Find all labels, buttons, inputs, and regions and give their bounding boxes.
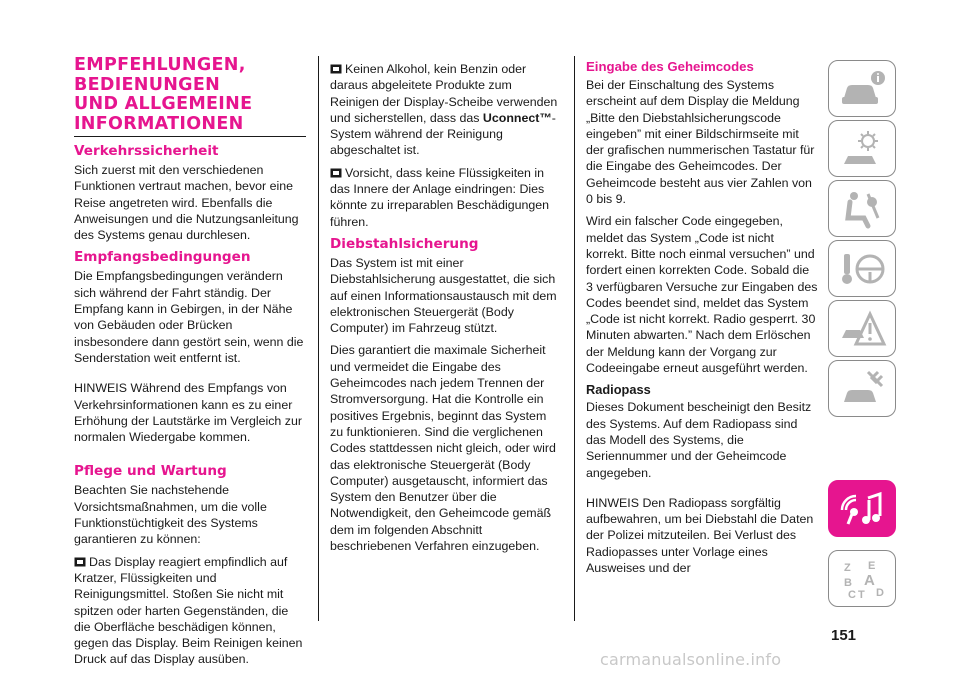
column-middle xyxy=(330,61,562,560)
heading-geheimcode: Eingabe des Geheimcodes xyxy=(586,59,754,74)
bullet-item-display: Das Display reagiert empfindlich auf Kratzer, Flüssigkeiten und Reinigungsmittel. Stoßen Sie nicht mit spitzen oder harten Gegenständen, die die Oberfläche beschädigen können, gegen das Display. Beim Reinigen keinen Druck auf das Display ausüben. xyxy=(74,554,303,667)
heading-pflege-wartung: Pflege und Wartung xyxy=(74,463,227,480)
paragraph-verkehrssicherheit: Sich zuerst mit den verschiedenen Funktionen vertraut machen, bevor eine Reise angetreten wird. Ebenfalls die Anweisungen und die Nutzungsanleitung des Systems genau durchlesen. xyxy=(74,163,299,243)
car-info-icon xyxy=(838,68,888,110)
tab-multimedia[interactable] xyxy=(828,480,896,537)
bullet-square-icon xyxy=(330,64,342,74)
seat-airbag-icon xyxy=(838,188,888,230)
column-right xyxy=(586,58,818,582)
tab-vehicle-info[interactable] xyxy=(828,60,896,117)
column-divider xyxy=(318,56,319,621)
tab-safety[interactable] xyxy=(828,180,896,237)
paragraph-empfangsbedingungen: Die Empfangsbedingungen verändern sich während der Fahrt ständig. Der Empfang kann in Gebirgen, in der Nähe von Gebäuden oder Brücken insbesondere dann gestört sein, wenn die Senderstation weit entfernt ist. xyxy=(74,269,304,365)
column-left xyxy=(74,56,306,674)
tools-car-icon xyxy=(838,368,888,410)
index-letter: D xyxy=(876,587,884,599)
multimedia-icon xyxy=(838,488,888,530)
warning-triangle-icon xyxy=(838,308,888,350)
page-title: EMPFEHLUNGEN, BEDIENUNGEN UND ALLGEMEINE INFORMATIONEN xyxy=(74,56,306,137)
index-letter: E xyxy=(868,560,876,572)
index-letter: B xyxy=(844,577,852,589)
tab-maintenance[interactable] xyxy=(828,360,896,417)
bullet-item-fluessigkeiten: Vorsicht, dass keine Flüssigkeiten in das Innere der Anlage eindringen: Dies könnte zu irreparablen Beschädigungen führen. xyxy=(330,165,550,229)
bullet-item-alkohol: Keinen Alkohol, kein Benzin oder daraus abgeleitete Produkte zum Reinigen der Display-Scheibe verwenden und sicherstellen, dass das Uconnect™-System während der Reinigung abgeschaltet ist. xyxy=(330,62,558,158)
heading-diebstahlsicherung: Diebstahlsicherung xyxy=(330,235,479,252)
note-radiopass: HINWEIS Den Radiopass sorgfältig aufbewahren, um bei Diebstahl die Daten der Polizei mitzuteilen. Bei Verlust des Radiopasses unter Vorlage eines Ausweises und der xyxy=(586,495,814,576)
heading-empfangsbedingungen: Empfangsbedingungen xyxy=(74,249,251,266)
key-steering-wheel-icon xyxy=(838,248,888,290)
index-letter: C xyxy=(848,589,856,600)
tab-index[interactable] xyxy=(828,550,896,607)
paragraph-diebstahl-1: Das System ist mit einer Diebstahlsicherung ausgestattet, die sich auf einen Informationsaustausch mit dem elektronischen Steuergerät (Body Computer) im Fahrzeug stützt. xyxy=(330,255,557,336)
tab-starting-driving[interactable] xyxy=(828,240,896,297)
index-letters-icon xyxy=(838,558,888,600)
paragraph-pflege-wartung: Beachten Sie nachstehende Vorsichtsmaßnahmen, um die volle Funktionstüchtigkeit des Systems garantieren zu können: xyxy=(74,483,267,547)
paragraph-diebstahl-2: Dies garantiert die maximale Sicherheit und vermeidet die Eingabe des Geheimcodes nach jedem Trennen der Stromversorgung. Hat die Kontrolle ein positives Ergebnis, beginnt das System zu funktionieren. Sind die verglichenen Codes stattdessen nicht gleich, oder wird das elektronische Steuergerät (Body Computer) ausgetauscht, informiert das System den Benutzer über die Notwendigkeit, den Geheimcode gemäß dem im folgenden Abschnitt beschriebenen Verfahren einzugeben. xyxy=(330,343,556,554)
index-letter: A xyxy=(864,572,875,589)
index-letter: Z xyxy=(844,562,851,574)
dashboard-lights-icon xyxy=(838,128,888,170)
column-divider xyxy=(574,56,575,621)
paragraph-geheimcode-2: Wird ein falscher Code eingegeben, meldet das System „Code ist nicht korrekt. Bitte noch einmal versuchen” und fordert einen korrekten Code. Sobald die 3 verfügbaren Versuche zur Eingaben des Codes beendet sind, meldet das System „Code ist nicht korrekt. Radio gesperrt. 30 Minuten abwarten.” Nach dem Erlöschen der Meldung kann der Vorgang zur Codeeingabe erneut ausgeführt werden. xyxy=(586,214,818,376)
tab-dashboard-lights[interactable] xyxy=(828,120,896,177)
watermark: carmanualsonline.info xyxy=(600,650,782,669)
bullet-square-icon xyxy=(74,557,86,567)
heading-verkehrssicherheit: Verkehrssicherheit xyxy=(74,143,219,159)
page-number: 151 xyxy=(831,627,857,644)
note-empfang: HINWEIS Während des Empfangs von Verkehrsinformationen kann es zu einer Erhöhung der Lautstärke im Vergleich zur normalen Wiedergabe kommen. xyxy=(74,381,302,445)
tab-emergency[interactable] xyxy=(828,300,896,357)
uconnect-brand: Uconnect™ xyxy=(482,110,552,125)
paragraph-radiopass: Dieses Dokument bescheinigt den Besitz des Systems. Auf dem Radiopass sind das Modell des Systems, die Seriennummer und der Geheimcode angegeben. xyxy=(586,400,812,480)
heading-radiopass: Radiopass xyxy=(586,382,651,398)
bullet-square-icon xyxy=(330,168,342,178)
index-letter: T xyxy=(858,589,865,600)
paragraph-geheimcode-1: Bei der Einschaltung des Systems erscheint auf dem Display die Meldung „Bitte den Diebstahlsicherungscode eingeben” mit einer Bildschirmseite mit der grafischen nummerischen Tastatur für die Eingabe des Geheimcodes. Der Geheimcode besteht aus vier Zahlen von 0 bis 9. xyxy=(586,78,815,207)
